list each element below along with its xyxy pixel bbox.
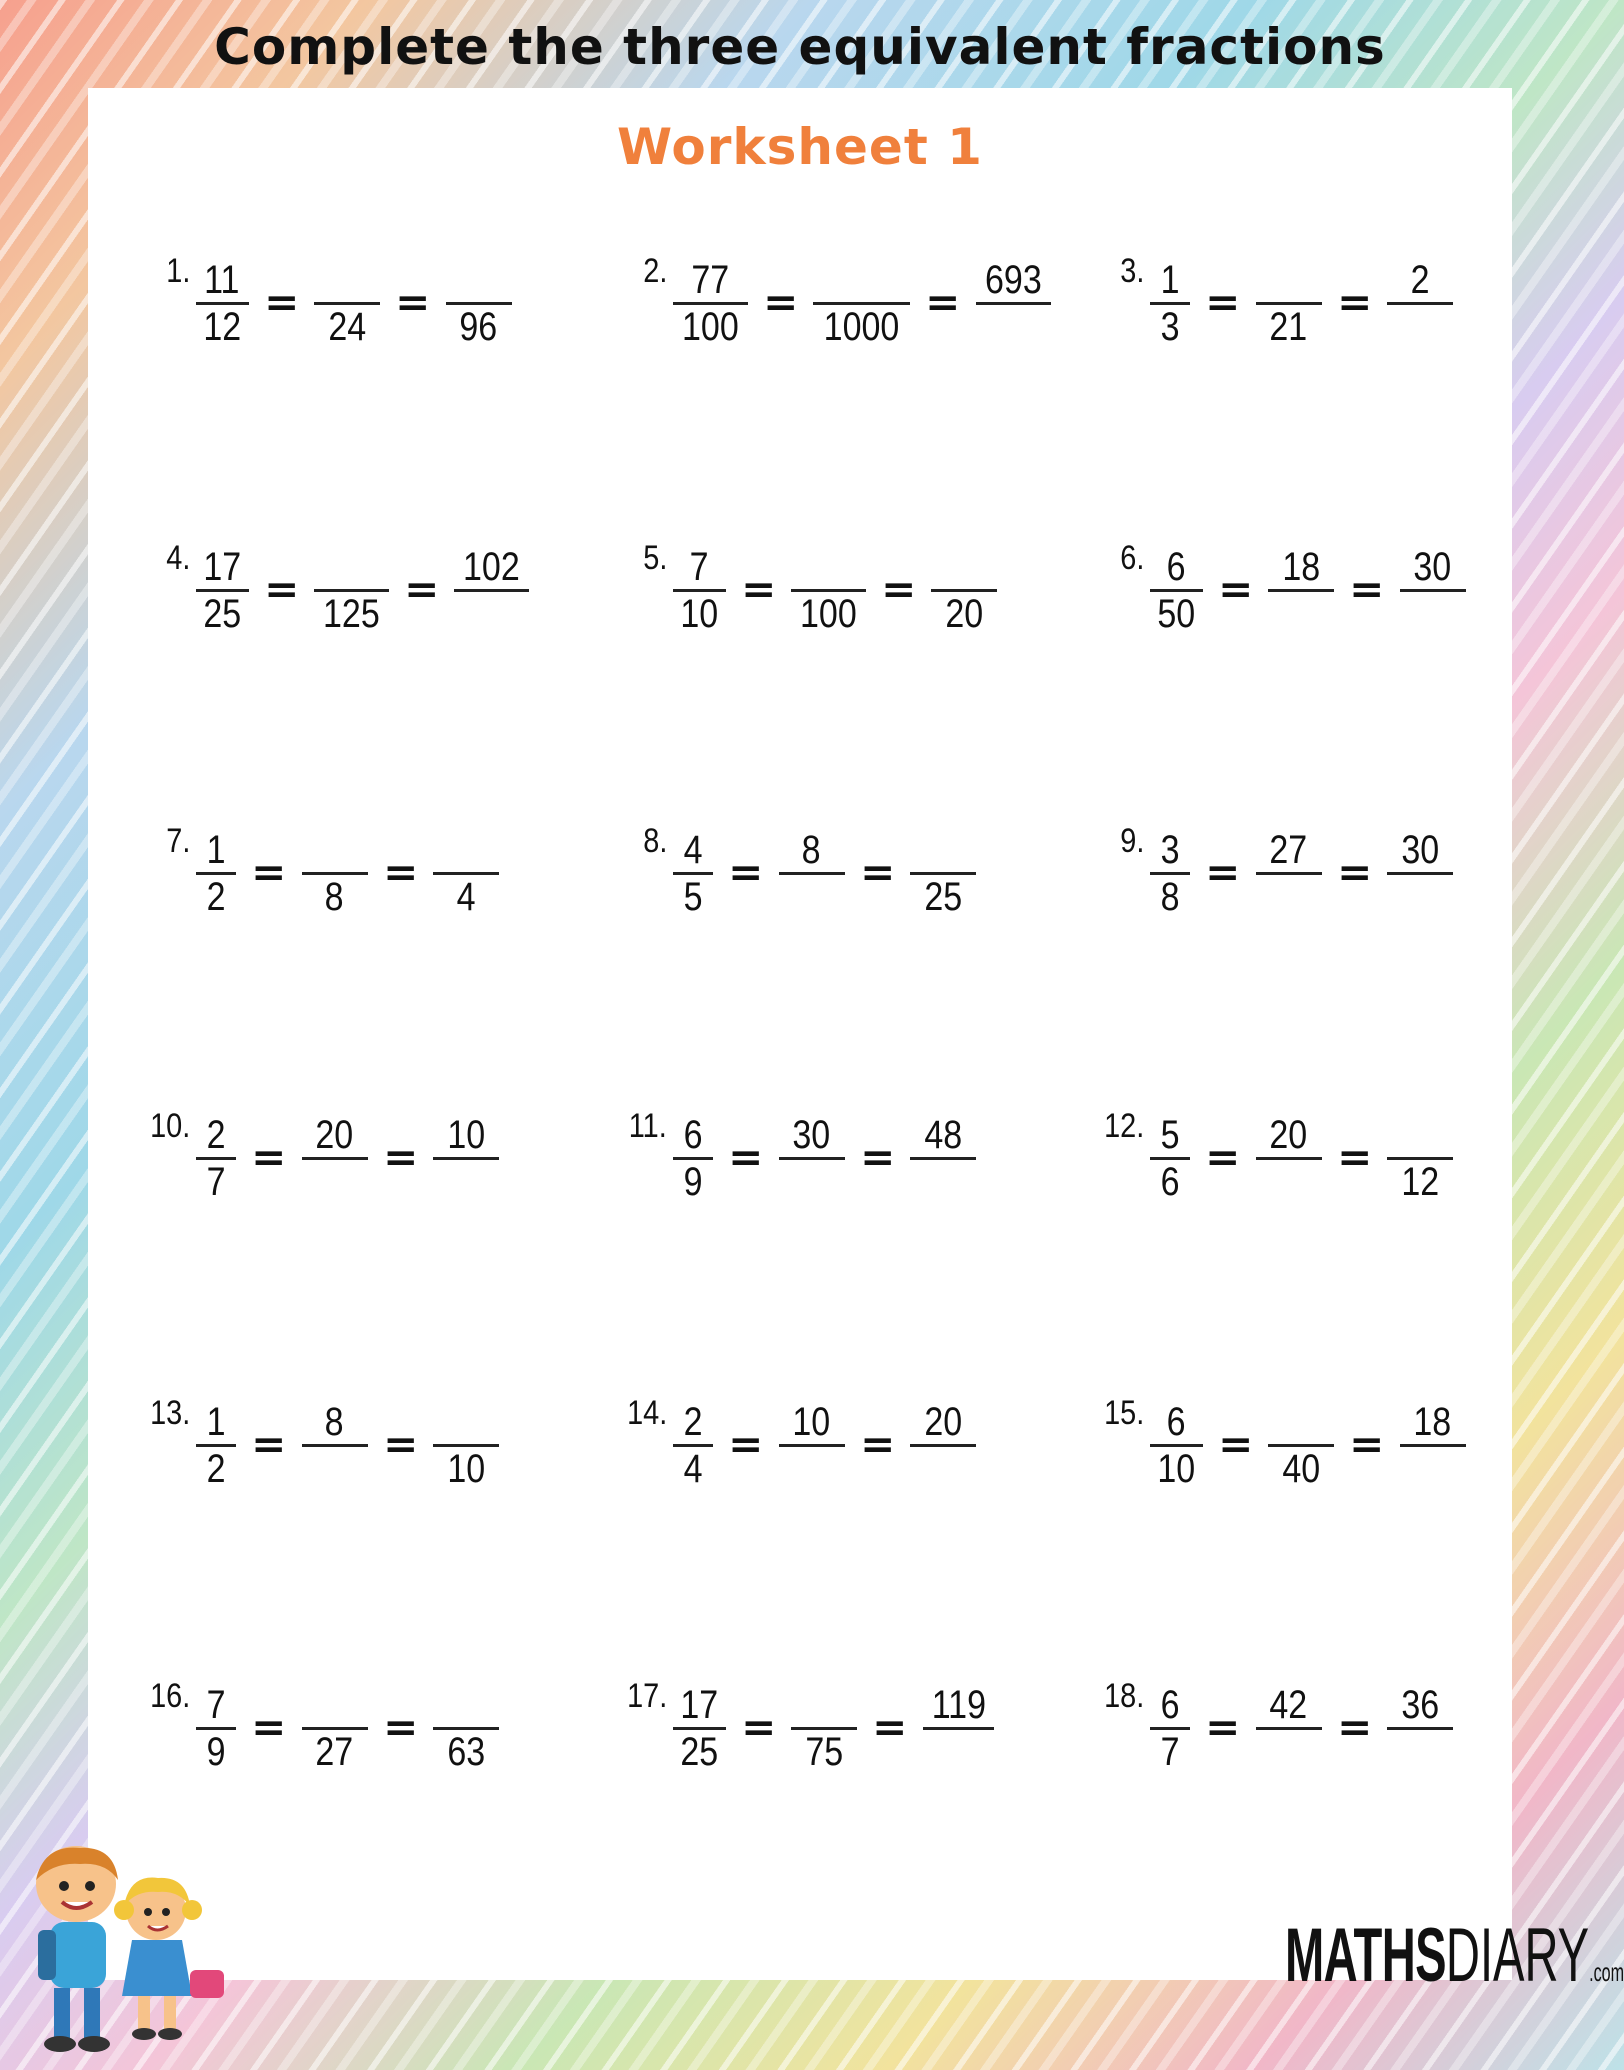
brand-logo: MATHSDIARY.com bbox=[1285, 1913, 1624, 1998]
numerator: 17 bbox=[203, 544, 242, 589]
equals-sign: = bbox=[859, 1135, 895, 1181]
problem-6 bbox=[1119, 535, 1570, 665]
numerator-blank bbox=[1285, 258, 1292, 302]
problem-1 bbox=[165, 248, 616, 378]
equation bbox=[196, 818, 616, 928]
answer-fraction bbox=[454, 545, 529, 636]
denominator: 8 bbox=[325, 874, 344, 919]
given-fraction bbox=[673, 258, 748, 349]
denominator: 12 bbox=[1401, 1159, 1439, 1204]
denominator-blank bbox=[1010, 305, 1017, 349]
problem-15 bbox=[1103, 1390, 1570, 1520]
problem-number: 17. bbox=[626, 1677, 667, 1715]
numerator: 693 bbox=[984, 257, 1042, 302]
numerator-blank bbox=[961, 545, 968, 589]
equals-sign: = bbox=[925, 280, 961, 326]
denominator: 75 bbox=[805, 1729, 843, 1774]
problem-7 bbox=[165, 818, 616, 948]
equation bbox=[196, 535, 616, 645]
denominator: 4 bbox=[456, 874, 476, 919]
numerator: 36 bbox=[1401, 1682, 1439, 1727]
equals-sign: = bbox=[1336, 1135, 1372, 1181]
denominator: 21 bbox=[1269, 304, 1308, 349]
numerator: 6 bbox=[1166, 544, 1186, 589]
equals-sign: = bbox=[740, 1705, 776, 1751]
answer-fraction bbox=[976, 258, 1051, 349]
equals-sign: = bbox=[251, 1705, 287, 1751]
answer-fraction bbox=[302, 1400, 368, 1491]
numerator: 3 bbox=[1160, 827, 1180, 872]
given-fraction bbox=[673, 545, 726, 636]
equals-sign: = bbox=[251, 1135, 287, 1181]
equation bbox=[673, 248, 1093, 358]
equals-sign: = bbox=[728, 1422, 764, 1468]
given-fraction bbox=[196, 1683, 236, 1774]
numerator: 1 bbox=[1160, 257, 1180, 302]
answer-fraction bbox=[1387, 828, 1453, 919]
denominator: 9 bbox=[206, 1729, 226, 1774]
numerator: 18 bbox=[1413, 1399, 1452, 1444]
equation bbox=[1150, 1673, 1570, 1783]
problem-13 bbox=[149, 1390, 616, 1520]
numerator: 6 bbox=[1160, 1682, 1180, 1727]
answer-fraction bbox=[1268, 1400, 1334, 1491]
denominator: 25 bbox=[924, 874, 962, 919]
equation bbox=[196, 1673, 616, 1783]
equals-sign: = bbox=[1205, 1135, 1241, 1181]
problem-number: 5. bbox=[642, 539, 667, 577]
denominator: 100 bbox=[800, 591, 857, 636]
answer-fraction bbox=[791, 545, 866, 636]
denominator-blank bbox=[1285, 875, 1292, 919]
answer-fraction bbox=[446, 258, 512, 349]
given-fraction bbox=[196, 1113, 236, 1204]
given-fraction bbox=[673, 828, 713, 919]
equation bbox=[196, 1390, 616, 1500]
denominator: 96 bbox=[459, 304, 498, 349]
denominator: 24 bbox=[328, 304, 366, 349]
given-fraction bbox=[1150, 1683, 1190, 1774]
denominator: 7 bbox=[206, 1159, 226, 1204]
answer-fraction bbox=[931, 545, 997, 636]
answer-fraction bbox=[791, 1683, 857, 1774]
equation bbox=[673, 535, 1093, 645]
problem-11 bbox=[628, 1103, 1093, 1233]
equals-sign: = bbox=[728, 850, 764, 896]
numerator: 17 bbox=[680, 1682, 719, 1727]
equals-sign: = bbox=[880, 567, 917, 613]
problem-number: 18. bbox=[1103, 1677, 1144, 1715]
numerator-blank bbox=[463, 1400, 470, 1444]
answer-fraction bbox=[923, 1683, 995, 1774]
numerator-blank bbox=[463, 828, 470, 872]
denominator: 27 bbox=[315, 1729, 354, 1774]
numerator: 7 bbox=[206, 1682, 226, 1727]
problem-3 bbox=[1119, 248, 1570, 378]
numerator: 8 bbox=[802, 827, 821, 872]
answer-fraction bbox=[1387, 258, 1453, 349]
numerator: 2 bbox=[206, 1112, 226, 1157]
problem-number: 9. bbox=[1119, 822, 1144, 860]
denominator: 3 bbox=[1160, 304, 1180, 349]
equals-sign: = bbox=[403, 567, 440, 613]
problem-14 bbox=[626, 1390, 1093, 1520]
numerator: 7 bbox=[689, 544, 709, 589]
denominator-blank bbox=[808, 875, 815, 919]
worksheet-sheet bbox=[88, 88, 1512, 1980]
answer-fraction bbox=[433, 828, 499, 919]
equation bbox=[673, 818, 1093, 928]
equals-sign: = bbox=[859, 1422, 895, 1468]
equation bbox=[196, 1103, 616, 1213]
equals-sign: = bbox=[382, 850, 418, 896]
answer-fraction bbox=[1268, 545, 1334, 636]
equals-sign: = bbox=[762, 280, 799, 326]
equals-sign: = bbox=[1336, 1705, 1372, 1751]
problem-12 bbox=[1103, 1103, 1570, 1233]
numerator-blank bbox=[858, 258, 865, 302]
answer-fraction bbox=[1387, 1113, 1453, 1204]
equals-sign: = bbox=[251, 850, 287, 896]
denominator-blank bbox=[1417, 875, 1424, 919]
numerator: 2 bbox=[683, 1399, 703, 1444]
answer-fraction bbox=[779, 828, 845, 919]
numerator-blank bbox=[940, 828, 947, 872]
equals-sign: = bbox=[263, 567, 299, 613]
equals-sign: = bbox=[1349, 567, 1385, 613]
equals-sign: = bbox=[1336, 850, 1372, 896]
problem-4 bbox=[165, 535, 616, 665]
given-fraction bbox=[196, 258, 249, 349]
numerator-blank bbox=[344, 258, 351, 302]
denominator-blank bbox=[955, 1730, 962, 1774]
answer-fraction bbox=[302, 1683, 368, 1774]
equation bbox=[1150, 248, 1570, 358]
denominator: 2 bbox=[206, 874, 226, 919]
denominator-blank bbox=[940, 1160, 947, 1204]
denominator-blank bbox=[331, 1447, 338, 1491]
problem-number: 8. bbox=[642, 822, 667, 860]
denominator-blank bbox=[808, 1160, 815, 1204]
equals-sign: = bbox=[859, 850, 895, 896]
worksheet-label: Worksheet 1 bbox=[617, 118, 983, 176]
denominator-blank bbox=[808, 1447, 815, 1491]
denominator-blank bbox=[940, 1447, 947, 1491]
denominator: 40 bbox=[1282, 1446, 1320, 1491]
denominator-blank bbox=[1417, 305, 1424, 349]
denominator-blank bbox=[331, 1160, 338, 1204]
answer-fraction bbox=[433, 1113, 499, 1204]
given-fraction bbox=[1150, 258, 1190, 349]
denominator-blank bbox=[1285, 1160, 1292, 1204]
numerator: 11 bbox=[204, 257, 240, 302]
denominator-blank bbox=[1285, 1730, 1292, 1774]
numerator-blank bbox=[475, 258, 482, 302]
numerator-blank bbox=[348, 545, 355, 589]
numerator: 4 bbox=[683, 827, 703, 872]
equation bbox=[196, 248, 616, 358]
answer-fraction bbox=[779, 1113, 845, 1204]
children-mascot-image bbox=[14, 1840, 234, 2060]
answer-fraction bbox=[433, 1683, 499, 1774]
denominator: 25 bbox=[680, 1729, 719, 1774]
numerator: 48 bbox=[924, 1112, 962, 1157]
numerator: 30 bbox=[792, 1112, 831, 1157]
numerator: 6 bbox=[683, 1112, 703, 1157]
problem-number: 13. bbox=[149, 1394, 190, 1432]
problem-number: 15. bbox=[1103, 1394, 1144, 1432]
problem-17 bbox=[626, 1673, 1093, 1803]
answer-fraction bbox=[314, 258, 380, 349]
numerator: 27 bbox=[1269, 827, 1308, 872]
numerator: 10 bbox=[792, 1399, 831, 1444]
given-fraction bbox=[1150, 1113, 1190, 1204]
denominator: 100 bbox=[682, 304, 739, 349]
denominator: 2 bbox=[206, 1446, 226, 1491]
numerator-blank bbox=[463, 1683, 470, 1727]
numerator: 2 bbox=[1410, 257, 1430, 302]
equals-sign: = bbox=[382, 1705, 418, 1751]
numerator: 6 bbox=[1166, 1399, 1186, 1444]
numerator: 5 bbox=[1160, 1112, 1180, 1157]
numerator: 20 bbox=[315, 1112, 354, 1157]
equals-sign: = bbox=[251, 1422, 287, 1468]
denominator: 9 bbox=[683, 1159, 703, 1204]
numerator: 30 bbox=[1413, 544, 1452, 589]
equals-sign: = bbox=[740, 567, 776, 613]
numerator: 42 bbox=[1269, 1682, 1308, 1727]
numerator: 18 bbox=[1282, 544, 1320, 589]
equals-sign: = bbox=[1349, 1422, 1385, 1468]
denominator: 8 bbox=[1160, 874, 1180, 919]
answer-fraction bbox=[1256, 1113, 1322, 1204]
given-fraction bbox=[1150, 545, 1203, 636]
denominator-blank bbox=[1298, 592, 1305, 636]
numerator: 119 bbox=[931, 1682, 986, 1727]
answer-fraction bbox=[779, 1400, 845, 1491]
given-fraction bbox=[673, 1683, 726, 1774]
equals-sign: = bbox=[728, 1135, 764, 1181]
answer-fraction bbox=[910, 1400, 976, 1491]
problem-number: 6. bbox=[1119, 539, 1144, 577]
numerator: 10 bbox=[447, 1112, 485, 1157]
numerator: 20 bbox=[924, 1399, 962, 1444]
equation bbox=[1150, 1390, 1570, 1500]
problem-number: 7. bbox=[165, 822, 190, 860]
equals-sign: = bbox=[263, 280, 299, 326]
problem-number: 10. bbox=[149, 1107, 190, 1145]
problem-number: 1. bbox=[165, 252, 190, 290]
answer-fraction bbox=[1256, 1683, 1322, 1774]
equals-sign: = bbox=[395, 280, 431, 326]
problem-number: 16. bbox=[149, 1677, 190, 1715]
problem-16 bbox=[149, 1673, 616, 1803]
numerator-blank bbox=[1298, 1400, 1305, 1444]
denominator: 7 bbox=[1160, 1729, 1180, 1774]
given-fraction bbox=[673, 1113, 713, 1204]
numerator: 8 bbox=[325, 1399, 344, 1444]
denominator: 25 bbox=[203, 591, 242, 636]
given-fraction bbox=[1150, 1400, 1203, 1491]
answer-fraction bbox=[813, 258, 910, 349]
given-fraction bbox=[673, 1400, 713, 1491]
problem-9 bbox=[1119, 818, 1570, 948]
equals-sign: = bbox=[872, 1705, 908, 1751]
problem-8 bbox=[642, 818, 1093, 948]
denominator-blank bbox=[463, 1160, 470, 1204]
equation bbox=[1150, 535, 1570, 645]
equals-sign: = bbox=[1217, 1422, 1253, 1468]
numerator: 30 bbox=[1401, 827, 1439, 872]
equation bbox=[1150, 818, 1570, 928]
denominator: 10 bbox=[1157, 1446, 1196, 1491]
denominator-blank bbox=[1429, 1447, 1436, 1491]
answer-fraction bbox=[1400, 545, 1466, 636]
denominator: 12 bbox=[203, 304, 242, 349]
equation bbox=[673, 1673, 1093, 1783]
equals-sign: = bbox=[1205, 850, 1241, 896]
answer-fraction bbox=[1256, 258, 1322, 349]
numerator-blank bbox=[825, 545, 832, 589]
answer-fraction bbox=[302, 1113, 368, 1204]
numerator-blank bbox=[331, 1683, 338, 1727]
equals-sign: = bbox=[382, 1135, 418, 1181]
denominator: 10 bbox=[447, 1446, 485, 1491]
denominator: 50 bbox=[1157, 591, 1196, 636]
answer-fraction bbox=[302, 828, 368, 919]
numerator-blank bbox=[1417, 1113, 1424, 1157]
answer-fraction bbox=[1256, 828, 1322, 919]
denominator-blank bbox=[1429, 592, 1436, 636]
problem-2 bbox=[642, 248, 1093, 378]
problem-number: 3. bbox=[1119, 252, 1144, 290]
equation bbox=[673, 1103, 1093, 1213]
numerator: 102 bbox=[463, 544, 521, 589]
equals-sign: = bbox=[1205, 1705, 1241, 1751]
answer-fraction bbox=[314, 545, 389, 636]
problem-number: 12. bbox=[1103, 1107, 1144, 1145]
numerator-blank bbox=[331, 828, 338, 872]
answer-fraction bbox=[910, 1113, 976, 1204]
numerator: 1 bbox=[206, 1399, 226, 1444]
problem-number: 14. bbox=[626, 1394, 667, 1432]
denominator: 20 bbox=[945, 591, 984, 636]
denominator-blank bbox=[1417, 1730, 1424, 1774]
equals-sign: = bbox=[1336, 280, 1372, 326]
equation bbox=[673, 1390, 1093, 1500]
given-fraction bbox=[196, 828, 236, 919]
equals-sign: = bbox=[382, 1422, 418, 1468]
denominator: 4 bbox=[683, 1446, 703, 1491]
given-fraction bbox=[196, 1400, 236, 1491]
denominator: 6 bbox=[1160, 1159, 1180, 1204]
equals-sign: = bbox=[1217, 567, 1253, 613]
problem-5 bbox=[642, 535, 1093, 665]
denominator: 1000 bbox=[823, 304, 900, 349]
numerator-blank bbox=[821, 1683, 828, 1727]
problem-number: 4. bbox=[165, 539, 190, 577]
answer-fraction bbox=[1387, 1683, 1453, 1774]
problem-number: 11. bbox=[628, 1107, 667, 1145]
equation bbox=[1150, 1103, 1570, 1213]
denominator: 10 bbox=[680, 591, 719, 636]
equals-sign: = bbox=[1205, 280, 1241, 326]
problem-number: 2. bbox=[642, 252, 667, 290]
answer-fraction bbox=[910, 828, 976, 919]
answer-fraction bbox=[433, 1400, 499, 1491]
problem-18 bbox=[1103, 1673, 1570, 1803]
answer-fraction bbox=[1400, 1400, 1466, 1491]
numerator: 20 bbox=[1269, 1112, 1308, 1157]
given-fraction bbox=[1150, 828, 1190, 919]
page-title: Complete the three equivalent fractions bbox=[214, 18, 1386, 76]
denominator: 5 bbox=[683, 874, 703, 919]
numerator: 1 bbox=[206, 827, 226, 872]
numerator: 77 bbox=[691, 257, 730, 302]
given-fraction bbox=[196, 545, 249, 636]
problem-10 bbox=[149, 1103, 616, 1233]
denominator: 125 bbox=[323, 591, 380, 636]
denominator-blank bbox=[488, 592, 495, 636]
denominator: 63 bbox=[447, 1729, 485, 1774]
